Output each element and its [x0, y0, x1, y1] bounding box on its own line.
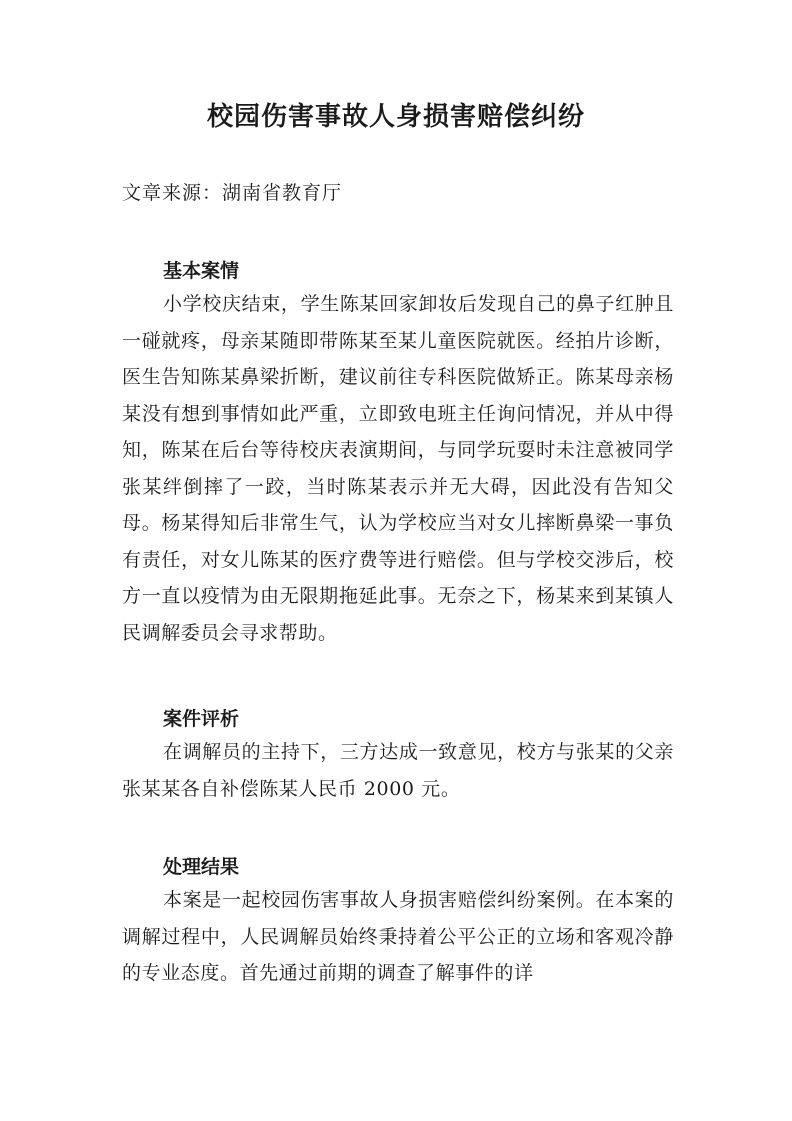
section-body-case-analysis: 在调解员的主持下，三方达成一致意见，校方与张某的父亲张某某各自补偿陈某人民币 2000 元。 — [122, 741, 674, 800]
article-source: 文章来源：湖南省教育厅 — [122, 182, 343, 204]
document-title: 校园伤害事故人身损害赔偿纠纷 — [206, 102, 585, 132]
section-heading-case-analysis: 案件评析 — [163, 708, 240, 730]
section-heading-basic-facts: 基本案情 — [163, 260, 240, 282]
section-body-basic-facts: 小学校庆结束，学生陈某回家卸妆后发现自己的鼻子红肿且一碰就疼，母亲某随即带陈某至某儿童医院就医。经拍片诊断，医生告知陈某鼻梁折断，建议前往专科医院做矫正。陈某母亲杨某没有想到事情如此严重，立即致电班主任询问情况，并从中得知，陈某在后台等待校庆表演期间，与同学玩耍时未注意被同学张某绊倒摔了一跤，当时陈某表示并无大碍，因此没有告知父母。杨某得知后非常生气，认为学校应当对女儿摔断鼻梁一事负有责任，对女儿陈某的医疗费等进行赔偿。但与学校交涉后，校方一直以疫情为由无限期拖延此事。无奈之下，杨某来到某镇人民调解委员会寻求帮助。 — [122, 293, 674, 644]
section-body-result: 本案是一起校园伤害事故人身损害赔偿纠纷案例。在本案的调解过程中，人民调解员始终秉持着公平公正的立场和客观冷静的专业态度。首先通过前期的调查了解事件的详 — [122, 889, 674, 984]
section-heading-result: 处理结果 — [163, 856, 240, 878]
